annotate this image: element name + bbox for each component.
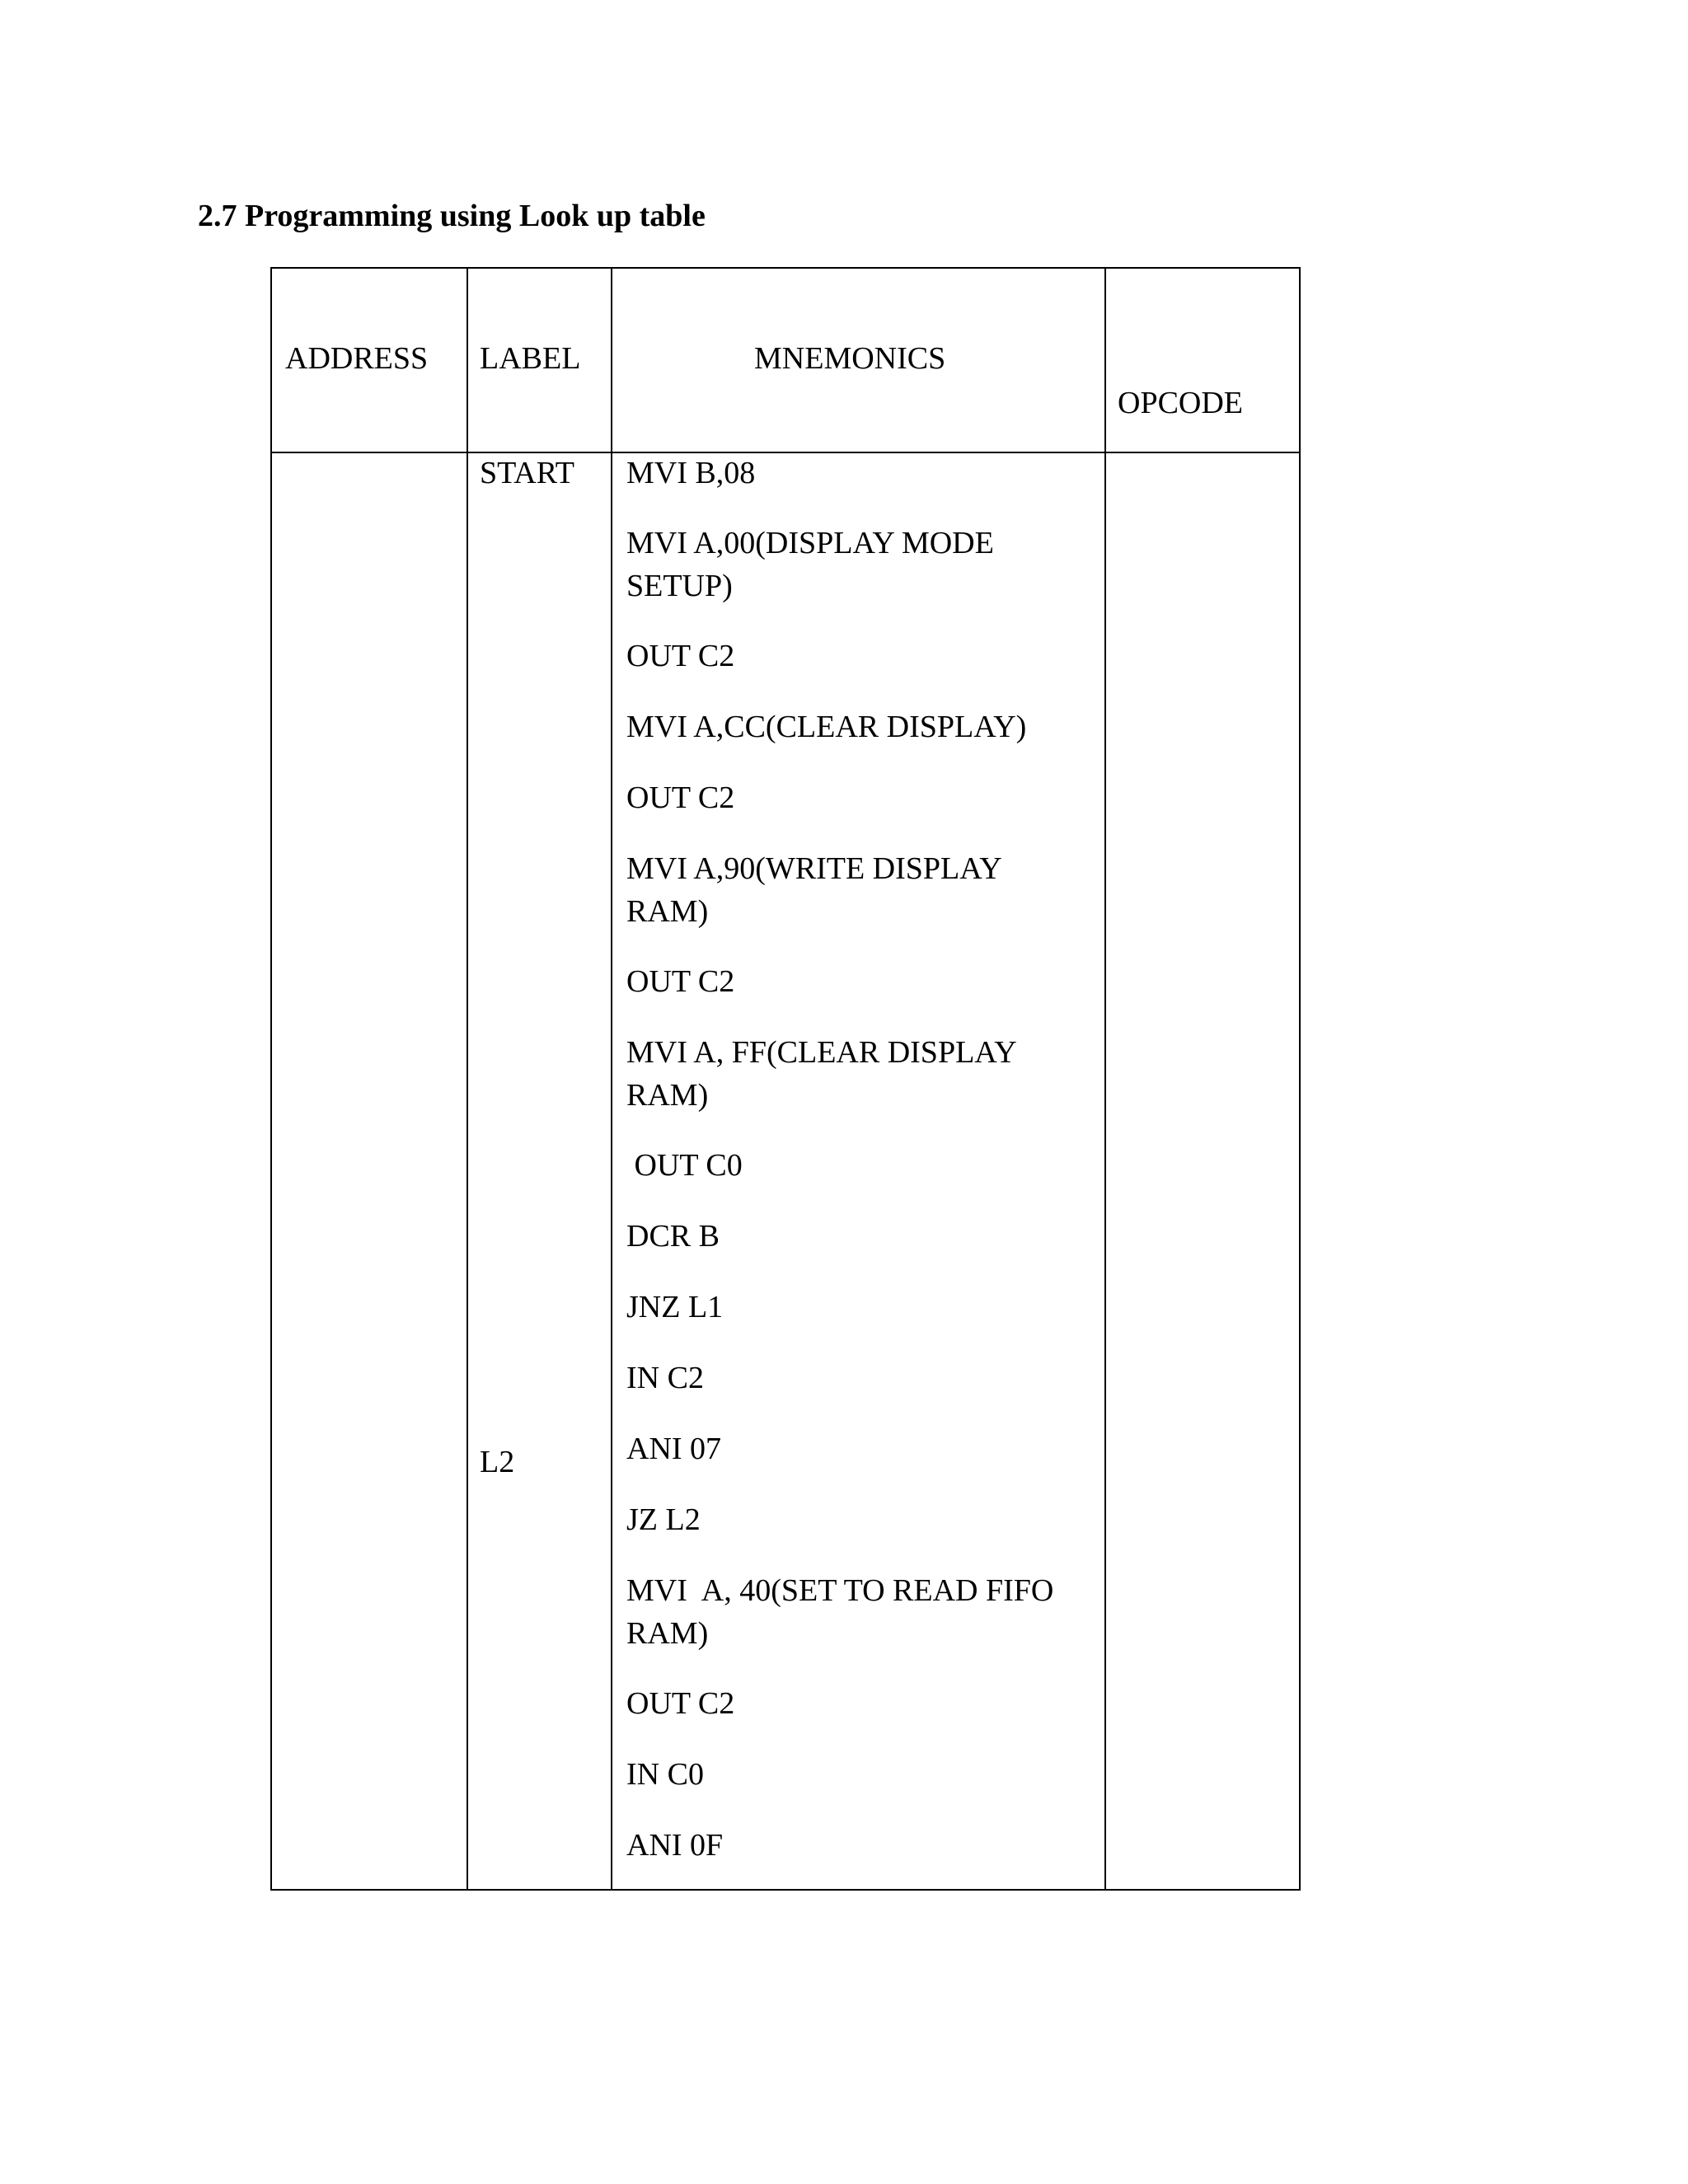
mnemonic-line: OUT C2 bbox=[626, 964, 735, 999]
mnemonic-line: MVI A, 40(SET TO READ FIFO RAM) bbox=[626, 1573, 1062, 1651]
mnemonic-line: OUT C2 bbox=[626, 780, 735, 815]
header-label: LABEL bbox=[480, 341, 581, 376]
mnemonic-line: IN C2 bbox=[626, 1361, 704, 1395]
label-start: START bbox=[480, 456, 575, 490]
mnemonic-line: ANI 07 bbox=[626, 1432, 722, 1466]
header-address: ADDRESS bbox=[285, 341, 429, 376]
header-opcode: OPCODE bbox=[1118, 386, 1244, 420]
section-title: 2.7 Programming using Look up table bbox=[198, 199, 706, 233]
column-divider bbox=[611, 269, 612, 1889]
mnemonic-line: MVI A, FF(CLEAR DISPLAY RAM) bbox=[626, 1035, 1024, 1113]
mnemonic-line: JZ L2 bbox=[626, 1502, 701, 1537]
mnemonic-line: OUT C2 bbox=[626, 639, 735, 673]
column-divider bbox=[467, 269, 468, 1889]
program-table bbox=[270, 267, 1301, 1891]
mnemonic-line: OUT C2 bbox=[626, 1686, 735, 1721]
mnemonic-line: JNZ L1 bbox=[626, 1290, 724, 1324]
mnemonic-line: OUT C0 bbox=[626, 1148, 743, 1183]
mnemonic-line: MVI B,08 bbox=[626, 456, 756, 490]
mnemonic-line: DCR B bbox=[626, 1219, 720, 1254]
mnemonic-line: ANI 0F bbox=[626, 1828, 724, 1863]
mnemonic-line: MVI A,00(DISPLAY MODE SETUP) bbox=[626, 526, 1002, 603]
label-l2: L2 bbox=[480, 1445, 515, 1479]
mnemonic-line: IN C0 bbox=[626, 1757, 704, 1792]
mnemonic-line: MVI A,90(WRITE DISPLAY RAM) bbox=[626, 851, 1009, 929]
column-divider bbox=[1104, 269, 1106, 1889]
header-mnemonics: MNEMONICS bbox=[754, 341, 946, 376]
mnemonic-line: MVI A,CC(CLEAR DISPLAY) bbox=[626, 710, 1027, 744]
